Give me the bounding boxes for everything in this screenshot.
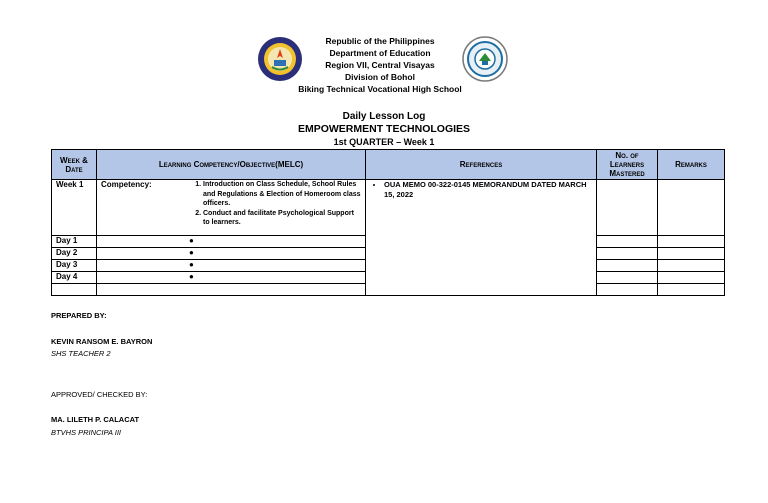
competency-list <box>187 180 361 228</box>
day-bullet: ● <box>97 248 366 260</box>
header-division: Division of Bohol <box>345 72 415 82</box>
references-cell <box>366 180 597 296</box>
quarter-title: 1st QUARTER – Week 1 <box>333 137 435 147</box>
log-title: Daily Lesson Log <box>342 111 426 122</box>
remarks-cell <box>658 236 725 248</box>
day-bullet: ● <box>97 236 366 248</box>
document-titles <box>234 110 534 148</box>
competency-label: Competency: <box>101 180 152 189</box>
prepared-by-name: KEVIN RANSOM E. BAYRON <box>51 337 153 346</box>
school-seal-icon <box>462 36 508 82</box>
header-department: Department of Education <box>329 48 431 58</box>
learners-cell <box>597 272 658 284</box>
learners-cell <box>597 260 658 272</box>
remarks-cell <box>658 272 725 284</box>
school-header <box>280 35 480 95</box>
references-list <box>370 180 592 200</box>
day-bullet: ● <box>97 272 366 284</box>
empty-cell <box>658 284 725 296</box>
competency-cell <box>97 180 366 236</box>
subject-title: EMPOWERMENT TECHNOLOGIES <box>297 123 471 135</box>
day-label: Day 2 <box>52 248 97 260</box>
empty-cell <box>597 284 658 296</box>
competency-item: 1. Introduction on Class Schedule, School Rules and Regulations & Election of Homeroom class officers. <box>203 180 361 209</box>
remarks-cell <box>658 248 725 260</box>
day-label: Day 3 <box>52 260 97 272</box>
header-references: References <box>366 150 597 180</box>
approved-by-title: BTVHS PRINCIPA III <box>51 428 122 437</box>
remarks-cell <box>658 260 725 272</box>
header-school: Biking Technical Vocational High School <box>298 84 462 94</box>
prepared-by-title: SHS TEACHER 2 <box>51 349 111 358</box>
prepared-by-label: PREPARED BY: <box>51 311 107 320</box>
header-learners-mastered: No. of Learners Mastered <box>597 150 658 180</box>
competency-item: 2. Conduct and facilitate Psychological Support to learners. <box>203 209 361 228</box>
table-row-week <box>52 180 725 236</box>
approved-by-name: MA. LILETH P. CALACAT <box>51 415 140 424</box>
header-remarks: Remarks <box>658 150 725 180</box>
remarks-cell <box>658 180 725 236</box>
day-label: Day 4 <box>52 272 97 284</box>
week-cell: Week 1 <box>52 180 97 236</box>
empty-cell <box>52 284 97 296</box>
header-competency: Learning Competency/Objective(MELC) <box>97 150 366 180</box>
learners-cell <box>597 248 658 260</box>
day-bullet: ● <box>97 260 366 272</box>
day-label: Day 1 <box>52 236 97 248</box>
learners-cell <box>597 236 658 248</box>
header-week-date: Week & Date <box>52 150 97 180</box>
header-region: Region VII, Central Visayas <box>325 60 435 70</box>
lesson-log-table <box>51 149 725 296</box>
empty-cell <box>97 284 366 296</box>
header-republic: Republic of the Philippines <box>325 36 435 46</box>
table-header-row <box>52 150 725 180</box>
approved-by-label: APPROVED/ CHECKED BY: <box>51 390 148 399</box>
reference-item: • OUA MEMO 00-322-0145 MEMORANDUM DATED MARCH 15, 2022 <box>384 180 592 200</box>
learners-cell <box>597 180 658 236</box>
